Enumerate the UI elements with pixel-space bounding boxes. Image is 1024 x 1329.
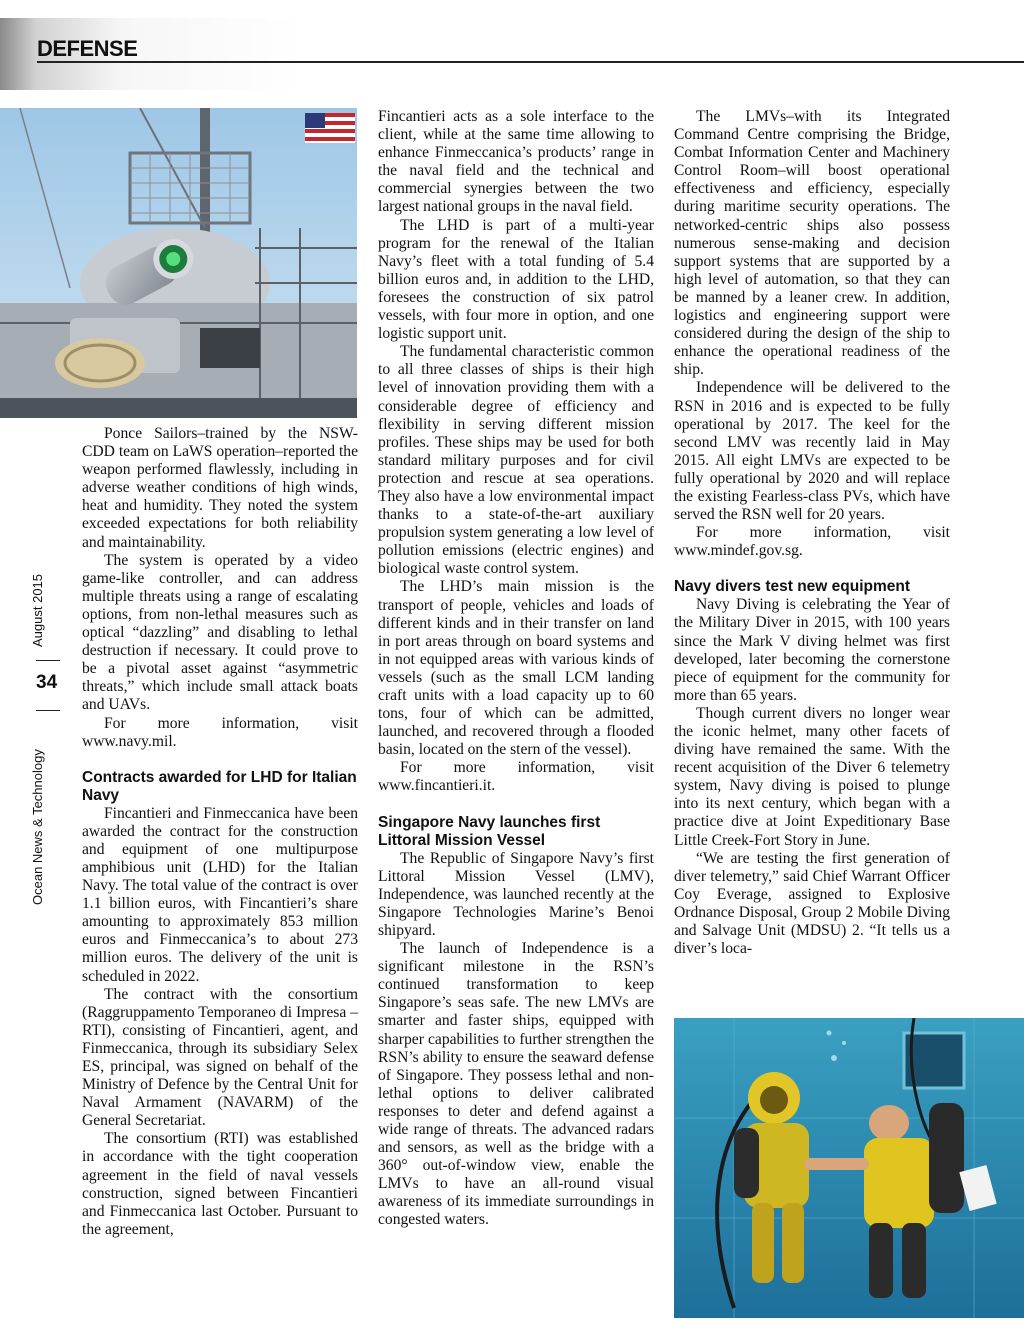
divers-photo xyxy=(674,1018,1024,1318)
column-1 xyxy=(82,425,358,1239)
article-heading: Navy divers test new equipment xyxy=(674,578,911,596)
paragraph: Fincantieri and Finmeccanica have been awarded the contract for the construction and equipment of one multipurpose amphibious unit (LHD) for the Italian Navy. The total value of the contract is over 1.1 billion euros, with Fincantieri’s share amounting to approximately 853 million euros and Finmeccanica’s to about 273 million euros. The delivery of the unit is scheduled in 2022. xyxy=(82,804,358,985)
sidebar-rule xyxy=(36,660,60,661)
paragraph: Navy Diving is celebrating the Year of the Military Diver in 2015, with 100 years since the Mark V diving helmet was first developed, later becoming the cornerstone piece of equipment for the community for more than 65 years. xyxy=(674,596,950,704)
paragraph: The fundamental characteristic common to all three classes of ships is their high level of innovation providing them with a considerable degree of efficiency and flexibility in serving different mission profiles. These ships may be used for both standard military purposes and for civil protection and rescue at sea operations. They also have a low environmental impact thanks to a state-of-the-art auxiliary propulsion system generating a low level of pollution emissions (electric engines) and biological waste control system. xyxy=(378,343,654,578)
sidebar-rule xyxy=(36,710,60,711)
header-rule xyxy=(37,61,1024,63)
paragraph: The Republic of Singapore Navy’s first Littoral Mission Vessel (LMV), Independence, was launched recently at the Singapore Technologies Marine’s Benoi shipyard. xyxy=(378,849,654,939)
paragraph: Ponce Sailors–trained by the NSW-CDD team on LaWS operation–reported the weapon performed flawlessly, including in adverse weather conditions of high winds, heat and humidity. They noted the system exceeded expectations for both reliability and maintainability. xyxy=(82,425,358,551)
paragraph: For more information, visit www.fincantieri.it. xyxy=(378,759,654,795)
us-flag-icon xyxy=(305,113,355,143)
paragraph: For more information, visit www.mindef.gov.sg. xyxy=(674,524,950,560)
publication-name: Ocean News & Technology xyxy=(30,749,45,905)
page-number: 34 xyxy=(36,672,58,693)
paragraph: The LHD’s main mission is the transport of people, vehicles and loads of different kinds and in their transfer on land in port areas through on board systems and in not equipped areas with various kinds of vessels (such as the small LCM landing craft units with a load capacity up to 60 tons, four of which can be admitted, launched, and recovered through a flooded basin, located on the stern of the vessel). xyxy=(378,578,654,759)
paragraph: The launch of Independence is a significant milestone in the RSN’s continued transformation to keep Singapore’s seas safe. The new LMVs are smarter and faster ships, equipped with sharper capabilities to further strengthen the RSN’s ability to ensure the seaward defense of Singapore. They possess lethal and non-lethal options to deliver calibrated responses to deter and defend against a wide range of threats. The advanced radars and sensors, as well as the bridge with a 360° out-of-window view, enable the LMVs to have an all-round visual awareness of its immediate surroundings in congested waters. xyxy=(378,940,654,1229)
paragraph: The system is operated by a video game-like controller, and can address multiple threats using a range of escalating options, from non-lethal measures such as optical “dazzling” and disabling to lethal destruction if necessary. It could prove to be a pivotal asset against “asymmetric threats,” which include small attack boats and UAVs. xyxy=(82,551,358,714)
paragraph: The LHD is part of a multi-year program for the renewal of the Italian Navy’s fleet with a total funding of 5.4 billion euros and, in addition to the LHD, foresees the construction of six patrol vessels, with four more in option, and one logistic support unit. xyxy=(378,216,654,343)
paragraph: “We are testing the first generation of diver telemetry,” said Chief Warrant Officer Coy Everage, assigned to Explosive Ordnance Disposal, Group 2 Mobile Diving and Salvage Unit (MDSU) 2. “It tells us a diver’s loca- xyxy=(674,849,950,958)
paragraph: Fincantieri acts as a sole interface to the client, while at the same time allowing to enhance Finmeccanica’s products’ range in the naval field and the technical and commercial synergies between the two largest national groups in the naval field. xyxy=(378,108,654,216)
section-title: DEFENSE xyxy=(37,36,138,61)
issue-date: August 2015 xyxy=(30,573,45,647)
paragraph: The contract with the consortium (Raggruppamento Temporaneo di Impresa – RTI), consisting of Fincantieri, agent, and Finmeccanica, through its subsidiary Selex ES, principal, was signed on behalf of the Ministry of Defence by the Central Unit for Naval Armament (NAVARM) of the General Secretariat. xyxy=(82,985,358,1130)
paragraph: Though current divers no longer wear the iconic helmet, many other facets of diving have remained the same. With the recent acquisition of the Diver 6 telemetry system, Navy diving is poised to plunge into its next century, which began with a practice dive at Joint Expeditionary Base Little Creek-Fort Story in June. xyxy=(674,704,950,849)
article-heading: Singapore Navy launches first Littoral Mission Vessel xyxy=(378,813,601,849)
paragraph: Independence will be delivered to the RSN in 2016 and is expected to be fully operational by 2017. The keel for the second LMV was recently laid in May 2015. All eight LMVs are expected to be fully operational by 2020 and will replace the existing Fearless-class PVs, which have served the RSN well for 20 years. xyxy=(674,379,950,524)
paragraph: For more information, visit www.navy.mil. xyxy=(82,714,358,750)
column-2 xyxy=(378,108,654,1230)
paragraph: The LMVs–with its Integrated Command Centre comprising the Bridge, Combat Information Center and Machinery Control Room–will boost operational effectiveness and efficiency, especially during maritime security operations. The networked-centric ships also possess numerous sense-making and decision support systems that are supported by a high level of automation, so that they can be manned by a leaner crew. In addition, logistics and engineering support were considered during the design of the ship to enhance the operational readiness of the ship. xyxy=(674,108,950,379)
column-3 xyxy=(674,108,950,958)
paragraph: The consortium (RTI) was established in accordance with the tight cooperation agreement in the field of naval vessels construction, signed between Fincantieri and Finmeccanica last October. Pursuant to the agreement, xyxy=(82,1130,358,1238)
article-heading: Contracts awarded for LHD for Italian Navy xyxy=(82,768,357,804)
laser-weapon-photo xyxy=(0,108,357,418)
